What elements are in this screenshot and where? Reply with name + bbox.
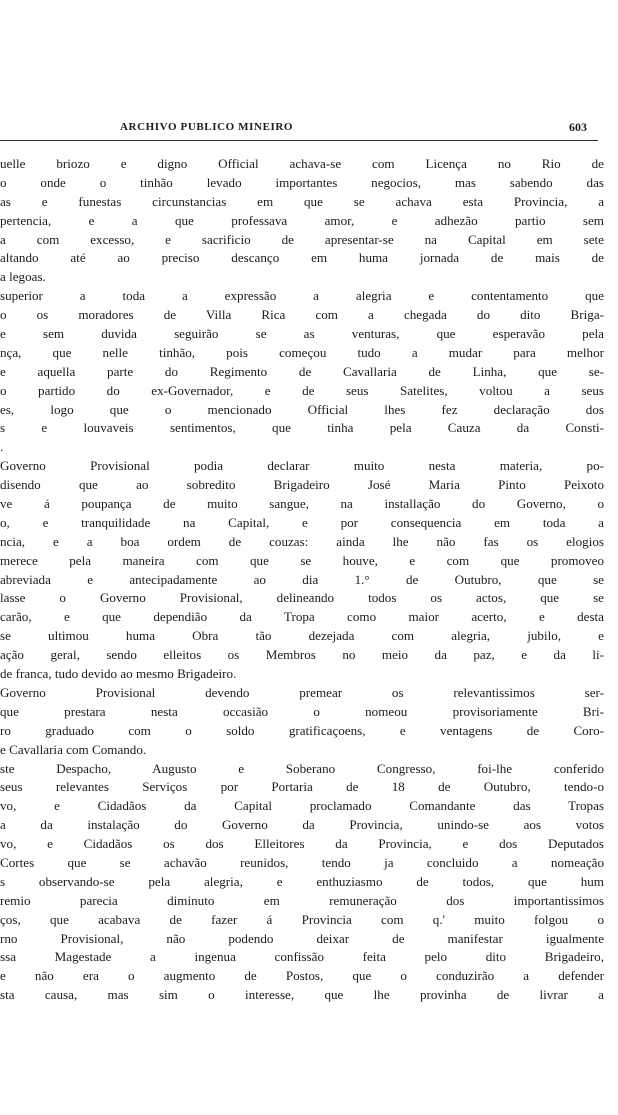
text-line: seus relevantes Serviços por Portaria de 18 de Outubro, tendo-o [0, 779, 604, 795]
text-line: uelle briozo e digno Official achava-se com Licença no Rio de [0, 156, 604, 171]
text-line: ação geral, sendo elleitos os Membros no meio da paz, e da li- [0, 647, 604, 663]
body-text [0, 155, 604, 1005]
text-line: vo, e Cidadãos da Capital proclamado Comandante das Tropas [0, 798, 604, 814]
text-line: e aquella parte do Regimento de Cavallaria de Linha, que se- [0, 363, 604, 379]
text-line: pertencia, e a que professava amor, e adhezão partio sem [0, 212, 604, 228]
running-title: ARCHIVO PUBLICO MINEIRO [120, 121, 294, 133]
text-line: nça, que nelle tinhão, pois começou tudo a mudar para melhor [0, 344, 604, 360]
text-line: a com excesso, e sacrificio de apresentar-se na Capital em sete [0, 231, 604, 247]
text-line: o partido do ex-Governador, e de seus Satelites, voltou a seus [0, 382, 604, 398]
text-line: ssa Magestade a ingenua confissão feita pelo dito Brigadeiro, [0, 949, 604, 965]
text-line: o onde o tinhão levado importantes negocios, mas sabendo das [0, 174, 604, 190]
text-line: a da instalação do Governo da Provincia, unindo-se aos votos [0, 817, 604, 833]
text-line: es, logo que o mencionado Official lhes fez declaração dos [0, 401, 604, 417]
text-line: altando até ao preciso descanço em huma jornada de mais de [0, 250, 604, 266]
text-line: de franca, tudo devido ao mesmo Brigadeiro. [0, 666, 237, 682]
text-line: o, e tranquilidade na Capital, e por consequencia em toda a [0, 514, 604, 530]
text-line: o os moradores de Villa Rica com a chegada do dito Briga- [0, 307, 604, 323]
page-header [0, 117, 600, 141]
text-line: se ultimou huma Obra tão dezejada com alegria, jubilo, e [0, 628, 604, 644]
text-line: ncia, e a boa ordem de couzas: ainda lhe não fas os elogios [0, 533, 604, 549]
text-line: Governo Provisional podia declarar muito nesta materia, po- [0, 458, 604, 474]
text-line: ços, que acabava de fazer á Provincia com q.' muito folgou o [0, 911, 604, 927]
text-line: merece pela maneira com que se houve, e com que promoveo [0, 552, 604, 568]
text-line: carão, e que dependião da Tropa como maior acerto, e desta [0, 609, 604, 625]
text-line: sta causa, mas sim o interesse, que lhe provinha de livrar a [0, 987, 604, 1003]
text-line: superior a toda a expressão a alegria e contentamento que [0, 288, 604, 304]
text-line: ste Despacho, Augusto e Soberano Congresso, foi-lhe conferido [0, 760, 604, 776]
text-line: e sem duvida seguirão se as venturas, que esperavão pela [0, 326, 604, 342]
text-line: que prestara nesta occasião o nomeou provisoriamente Bri- [0, 703, 604, 719]
text-line: Cortes que se achavão reunidos, tendo ja concluido a nomeação [0, 854, 604, 870]
text-line: as e funestas circunstancias em que se achava esta Provincia, a [0, 193, 604, 209]
text-line: e não era o augmento de Postos, que o conduzirão a defender [0, 968, 604, 984]
text-line: disendo que ao sobredito Brigadeiro José Maria Pinto Peixoto [0, 477, 604, 493]
page-number: 603 [569, 120, 587, 134]
text-line: . [0, 439, 4, 455]
text-line: s e louvaveis sentimentos, que tinha pela Cauza da Consti- [0, 420, 604, 436]
text-line: vo, e Cidadãos os dos Elleitores da Provincia, e dos Deputados [0, 836, 604, 852]
text-line: rno Provisional, não podendo deixar de manifestar igualmente [0, 930, 604, 946]
header-rule [0, 140, 598, 141]
text-line: a legoas. [0, 269, 46, 285]
text-line: abreviada e antecipadamente ao dia 1.° de Outubro, que se [0, 571, 604, 587]
text-line: Governo Provisional devendo premear os relevantissimos ser- [0, 684, 604, 700]
text-line: lasse o Governo Provisional, delineando todos os actos, que se [0, 590, 604, 606]
text-line: s observando-se pela alegria, e enthuziasmo de todos, que hum [0, 873, 604, 889]
text-line: e Cavallaria com Comando. [0, 741, 147, 757]
text-line: remio parecia diminuto em remuneração dos importantissimos [0, 892, 604, 908]
text-line: ve á poupança de muito sangue, na installação do Governo, o [0, 496, 604, 512]
text-line: ro graduado com o soldo gratificaçoens, e ventagens de Coro- [0, 722, 604, 738]
